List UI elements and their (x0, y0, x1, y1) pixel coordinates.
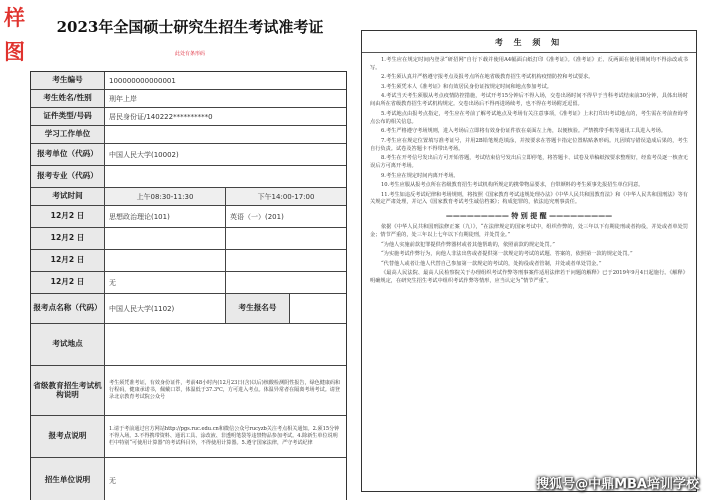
label-id: 证件类型/号码 (31, 108, 105, 125)
schedule-row (31, 228, 346, 250)
page-title: 2023年全国硕士研究生招生考试准考证 (56, 18, 324, 36)
notice-item: 9.考生应在规定时间内离开考场。 (381, 172, 459, 179)
row-admission-notice (31, 458, 346, 500)
value-exam-site: 中国人民大学(1102) (105, 294, 226, 323)
schedule-date: 12月2 日 (31, 228, 105, 249)
schedule-date: 12月2 日 (31, 272, 105, 293)
value-work-unit (105, 126, 109, 143)
row-exam-site (31, 294, 346, 324)
value-apply-major (105, 166, 109, 187)
row-name-gender (31, 90, 346, 108)
row-site-notice (31, 416, 346, 458)
value-seat-number (290, 294, 346, 323)
row-work-unit (31, 126, 346, 144)
notice-item: 7.考生应在规定位置填写准考证号，并用2B铅笔规范填涂，并按要求在答题卡指定位置粘贴条形码。凡因填写错误造成后果的，考生自行负责。试卷及答题卡不得带出考场。 (370, 137, 688, 152)
header-afternoon: 下午14:00-17:00 (226, 188, 346, 205)
row-apply-major (31, 166, 346, 188)
value-exam-location (105, 324, 109, 365)
row-exam-location (31, 324, 346, 366)
schedule-afternoon-subject (226, 272, 346, 293)
notice-item: 6.考生严格遵守考场规则，进入考场后立即将有效身份证件放在桌面左上角，以便核验。严禁携带手机等通讯工具进入考场。 (381, 128, 667, 135)
value-admission-notice: 无 (109, 476, 116, 485)
notice-divider (362, 52, 696, 53)
label-site-notice: 报考点说明 (31, 416, 105, 457)
schedule-row (31, 206, 346, 228)
header-morning: 上午08:30-11:30 (105, 188, 226, 205)
row-provincial-notice (31, 366, 346, 416)
label-apply-unit: 报考单位（代码） (31, 144, 105, 165)
reminder-item: 《最高人民法院、最高人民检察院关于办理组织考试作弊等刑事案件适用法律若干问题的解释》已于2019年9月4日起施行。《解释》明确规定，在研究生招生考试中组织考试作弊等情形，应当认定为“情节严重”。 (370, 270, 688, 285)
sample-stamp-top: 样 (4, 6, 25, 30)
row-apply-unit (31, 144, 346, 166)
schedule-morning-subject (105, 250, 226, 271)
reminder-item: “为实施考试作弊行为，向他人非法出售或者提供第一款规定的考试的试题、答案的，依照第一款的规定处罚。” (381, 251, 633, 258)
row-exam-number (31, 72, 346, 90)
label-admission-notice: 招生单位说明 (31, 458, 105, 500)
reminder-item: “代替他人或者让他人代替自己参加第一款规定的考试的，处拘役或者管制，并处或者单处罚金。” (381, 260, 602, 267)
notice-item: 4.考试当天考生须服从考点疫情防控措施，考试开考15分钟后不得入场，交卷出场时间不得早于当科考试结束前30分钟，具体出场时间由所在省级教育招生考试机构规定。交卷出场后不得再进场续考，也不得在考场附近逗留。 (370, 93, 688, 108)
label-exam-number: 考生编号 (31, 72, 105, 89)
label-exam-location: 考试地点 (31, 324, 105, 365)
notice-item: 1.考生应在规定时间内登录“研招网”自行下载并使用A4幅面白纸打印《准考证》。《准考证》正、反两面在使用期间均不得涂改或书写。 (370, 57, 688, 71)
reminder-item: “为他人实施前款犯罪提供作弊器材或者其他帮助的，依照前款的规定处罚。” (381, 241, 555, 248)
notice-item: 10.考生应服从报考点所在省级教育招生考试机构所规定的携带物品要求，自带颜料的考生须事先报招生单位同意。 (381, 182, 644, 189)
notice-item: 8.考生在开考信号发出后方可开始答题，考试结束信号发出后立即停笔，将答题卡、试卷及草稿纸按要求整理好，经监考员逐一核查无误后方可离开考场。 (370, 155, 688, 170)
sample-stamp-bottom: 图 (4, 40, 25, 64)
label-exam-site: 报考点名称（代码） (31, 294, 105, 323)
schedule-afternoon-subject (226, 250, 346, 271)
schedule-afternoon-subject (226, 228, 346, 249)
value-provincial-notice: 考生须凭准考证，有效身份证件，考前48小时内(12月23日(含)以后)核酸检测阴性报告，绿色健康码和行程码，健康承诺书，佩戴口罩，体温低于37.3℃，方可进入考点。体温异常者在隔离考场考试。请登录北京教育考试院公众号 (109, 380, 341, 400)
schedule-afternoon-subject: 英语（一）(201) (230, 212, 284, 221)
value-name-gender: 刑年上岸 (109, 94, 137, 103)
schedule-row (31, 250, 346, 272)
schedule-morning-subject: 无 (105, 272, 226, 293)
notice-item: 3.考生须凭本人《准考证》和有效居民身份证按规定时间和地点参加考试。 (381, 83, 552, 90)
watermark: 搜狐号@中鼎MBA培训学校 (536, 477, 699, 492)
label-provincial-notice: 省级教育招生考试机构说明 (31, 366, 105, 415)
schedule-row (31, 272, 346, 294)
schedule-header (31, 188, 346, 206)
value-apply-unit: 中国人民大学(10002) (109, 150, 179, 159)
label-name-gender: 考生姓名/性别 (31, 90, 105, 107)
schedule-morning-subject (105, 228, 226, 249)
label-exam-time: 考试时间 (31, 188, 105, 205)
notice-item: 5.考试地点由报考点指定，考生应在考前了解考试地点及考场有关注意事项，《准考证》上未打印出考试地点的，考生需在考前查询考点公布的相关信息。 (370, 110, 688, 125)
admission-ticket-table (30, 71, 347, 500)
value-site-notice: 1.请于考前通过官方网站http://pgs.ruc.edu.cn和微信公众号rucyzb关注考点相关通知。2.须15分钟不得入场。3.不得携带资料、通讯工具、涂改液、非透明笔袋等违禁物品参加考试。4.除新生单位说明栏中特别“可使用计算器”的考试科目外，不得使用计算器。5.遵守国家法律，严守考试纪律 (109, 426, 340, 446)
value-id: 居民身份证/140222**********0 (109, 112, 213, 121)
schedule-date: 12月2 日 (31, 206, 105, 227)
reminder-item: 依据《中华人民共和国刑法修正案（九）》，“在法律规定的国家考试中，组织作弊的，处三年以下有期徒刑或者拘役，并处或者单处罚金；情节严重的，处三年以上七年以下有期徒刑，并处罚金。” (370, 224, 688, 239)
label-seat-number: 考生报名号 (226, 294, 290, 323)
notice-title: 考 生 须 知 (494, 38, 564, 47)
schedule-morning-subject: 思想政治理论(101) (105, 206, 226, 227)
notice-item: 2.考生须认真并严格遵守报考点及报考点所在地省级教育招生考试机构疫情防控和考试要求。 (381, 74, 594, 81)
special-reminder-title: ————————— 特 别 提 醒 ————————— (445, 212, 613, 221)
value-exam-number: 100000000000001 (109, 76, 176, 85)
schedule-date: 12月2 日 (31, 250, 105, 271)
row-id (31, 108, 346, 126)
notice-item: 11.考生如违反考试纪律和考场规则，将按照《国家教育考试违规处理办法》《中华人民共和国教育法》和《中华人民共和国刑法》等有关规定严肃处理，并记入《国家教育考试考生诚信档案》；构成犯罪的，依法追究刑事责任。 (370, 191, 688, 206)
candidate-notice-panel (361, 30, 697, 492)
label-apply-major: 报考专业（代码） (31, 166, 105, 187)
label-work-unit: 学习工作单位 (31, 126, 105, 143)
barcode-placeholder: 此处有条形码 (174, 51, 205, 57)
